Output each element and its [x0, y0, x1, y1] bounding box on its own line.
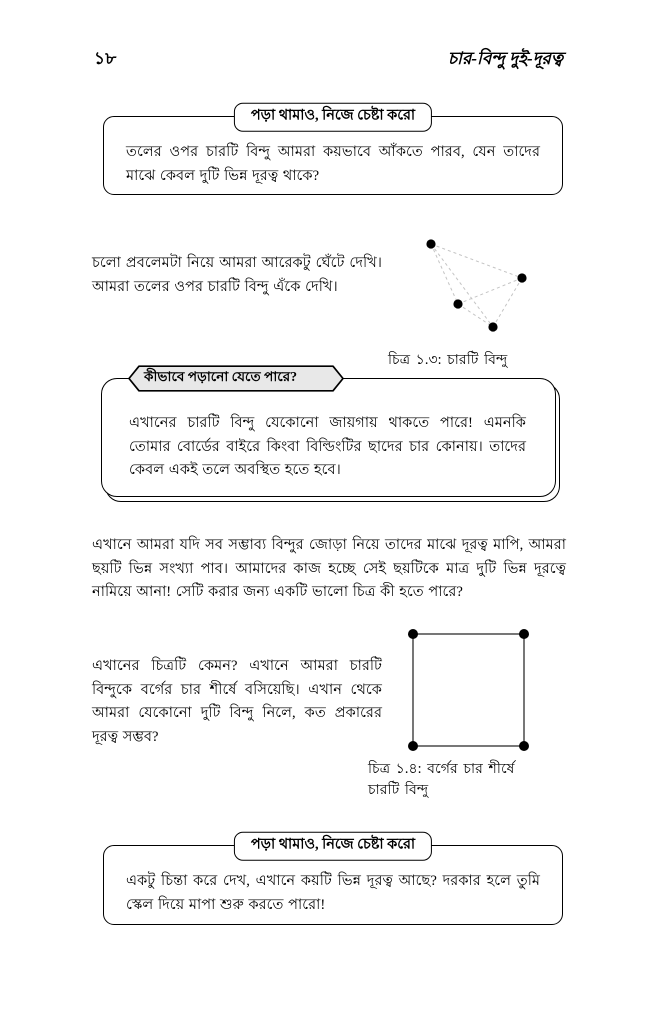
figure-1-4-caption-line-2: চারটি বিন্দু — [368, 781, 429, 798]
figure-1-3-caption: চিত্র ১.৩: চারটি বিন্দু — [388, 352, 508, 368]
figure-1-4-caption-line-1: চিত্র ১.৪: বর্গের চার শীর্ষে — [368, 761, 515, 777]
teacher-note-box-body: এখানের চারটি বিন্দু যেকোনো জায়গায় থাকতে পারে! এমনকি তোমার বোর্ডের বাইরে কিংবা বিল্ডিংটির ছাদের চার কোনায়। তাদের কেবল একই তলে অবস্থিত হতে হবে। — [129, 415, 526, 479]
teacher-note-box-tag-label: কীভাবে পড়ানো যেতে পারে? — [144, 369, 297, 385]
figure-1-3-dashed-edges — [431, 244, 522, 327]
stop-and-try-box-2 — [103, 836, 563, 925]
stop-and-try-box-2-body: একটু চিন্তা করে দেখ, এখানে কয়টি ভিন্ন দূরত্ব আছে? দরকার হলে তুমি স্কেল দিয়ে মাপা শুরু করতে পারো! — [126, 873, 540, 913]
square-outline — [413, 634, 524, 746]
figure-1-4 — [368, 620, 578, 800]
teacher-note-box-tag — [127, 365, 345, 391]
stop-and-try-box-1-body: তলের ওপর চারটি বিন্দু আমরা কয়ভাবে আঁকতে পারব, যেন তাদের মাঝে কেবল দুটি ভিন্ন দূরত্ব থাকে? — [126, 144, 540, 184]
stop-and-try-box-2-tab: পড়া থামাও, নিজে চেষ্টা করো — [234, 832, 432, 861]
page-number: ১৮ — [94, 49, 117, 68]
figure-1-3-points — [426, 239, 526, 331]
paragraph-2: এখানে আমরা যদি সব সম্ভাব্য বিন্দুর জোড়া নিয়ে তাদের মাঝে দূরত্ব মাপি, আমরা ছয়টি ভিন্ন সংখ্যা পাব। আমাদের কাজ হচ্ছে সেই ছয়টিকে মাত্র দুটি ভিন্ন দূরত্বে নামিয়ে আনা! সেটি করার জন্য একটি ভালো চিত্র কী হতে পারে? — [92, 537, 566, 601]
paragraph-1: চলো প্রবলেমটা নিয়ে আমরা আরেকটু ঘেঁটে দেখি। আমরা তলের ওপর চারটি বিন্দু এঁকে দেখি। — [92, 255, 382, 295]
running-head: চার-বিন্দু দুই-দূরত্ব — [447, 49, 563, 68]
figure-1-4-caption — [368, 759, 568, 800]
stop-and-try-box-1 — [103, 107, 563, 195]
figure-1-3 — [388, 228, 574, 371]
paragraph-3: এখানের চিত্রটি কেমন? এখানে আমরা চারটি বিন্দুকে বর্গের চার শীর্ষে বসিয়েছি। এখান থেকে আমরা যেকোনো দুটি বিন্দু নিলে, কত প্রকারের দূরত্ব সম্ভব? — [92, 658, 382, 745]
figure-1-4-vertices — [408, 629, 529, 751]
stop-and-try-box-1-tab: পড়া থামাও, নিজে চেষ্টা করো — [234, 103, 432, 132]
figure-1-3-graphic — [404, 228, 554, 343]
teacher-note-box — [101, 369, 556, 497]
figure-1-4-graphic — [398, 620, 538, 754]
